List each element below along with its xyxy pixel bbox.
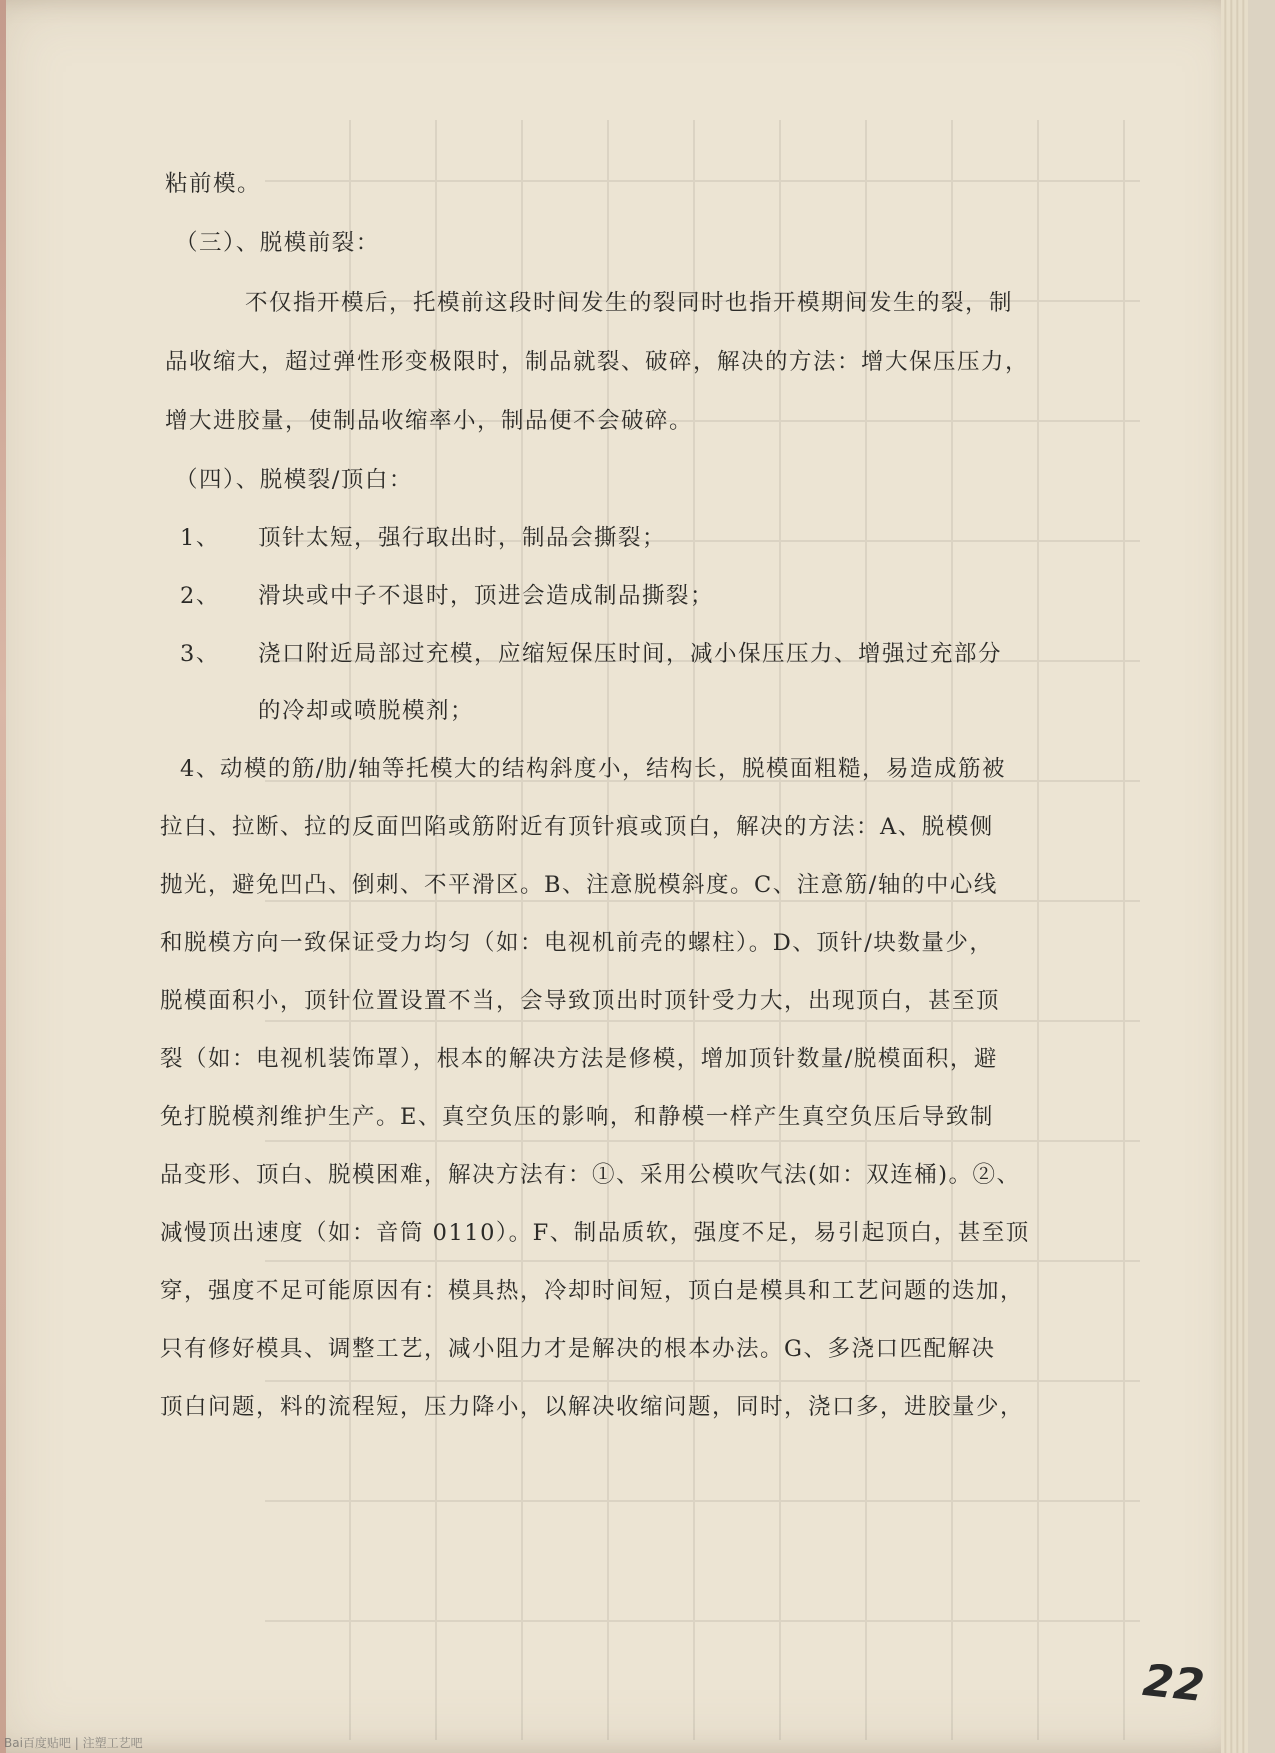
text-line: 裂（如：电视机装饰罩），根本的解决方法是修模，增加顶针数量/脱模面积，避	[160, 1046, 998, 1072]
site-watermark: Bai百度贴吧 | 注塑工艺吧	[4, 1736, 143, 1750]
text-line: 品收缩大，超过弹性形变极限时，制品就裂、破碎，解决的方法：增大保压压力，	[165, 349, 1030, 375]
text-line: 4、动模的筋/肋/轴等托模大的结构斜度小，结构长，脱模面粗糙，易造成筋被	[180, 756, 1006, 782]
text-line: 抛光，避免凹凸、倒刺、不平滑区。B、注意脱模斜度。C、注意筋/轴的中心线	[160, 872, 998, 898]
handwritten-page-number: 22	[1140, 1654, 1207, 1713]
list-number: 2、	[180, 583, 220, 609]
text-line: 减慢顶出速度（如：音筒 0110）。F、制品质软，强度不足，易引起顶白，甚至顶	[160, 1220, 1030, 1246]
page-stack-edge	[1221, 0, 1248, 1753]
list-item	[180, 520, 666, 552]
text-line: 穿，强度不足可能原因有：模具热，冷却时间短，顶白是模具和工艺问题的迭加，	[160, 1278, 1025, 1304]
list-item-text: 滑块或中子不退时，顶进会造成制品撕裂；	[258, 583, 715, 609]
text-line: 粘前模。	[165, 171, 262, 197]
binding-strip	[0, 0, 6, 1753]
text-line: 脱模面积小，顶针位置设置不当，会导致顶出时顶针受力大，出现顶白，甚至顶	[160, 988, 1001, 1014]
text-line: 不仅指开模后，托模前这段时间发生的裂同时也指开模期间发生的裂，制	[245, 290, 1014, 316]
list-number: 1、	[180, 525, 220, 551]
list-item-continuation: 的冷却或喷脱模剂；	[258, 698, 475, 724]
text-line: 品变形、顶白、脱模困难，解决方法有：①、采用公模吹气法(如：双连桶)。②、	[160, 1162, 1021, 1188]
text-line: 拉白、拉断、拉的反面凹陷或筋附近有顶针痕或顶白，解决的方法：A、脱模侧	[160, 814, 994, 840]
section-heading: （三）、脱模前裂：	[175, 230, 380, 256]
list-number: 3、	[180, 641, 220, 667]
text-line: 和脱模方向一致保证受力均匀（如：电视机前壳的螺柱）。D、顶针/块数量少，	[160, 930, 994, 956]
list-item	[180, 636, 1002, 668]
section-heading: （四）、脱模裂/顶白：	[175, 467, 413, 493]
list-item	[180, 578, 714, 610]
text-line: 增大进胶量，使制品收缩率小，制品便不会破碎。	[165, 408, 694, 434]
list-item-text: 浇口附近局部过充模，应缩短保压时间，减小保压压力、增强过充部分	[258, 641, 1003, 667]
text-line: 只有修好模具、调整工艺，减小阻力才是解决的根本办法。G、多浇口匹配解决	[160, 1336, 996, 1362]
text-line: 免打脱模剂维护生产。E、真空负压的影响，和静模一样产生真空负压后导致制	[160, 1104, 994, 1130]
list-item-text: 顶针太短，强行取出时，制品会撕裂；	[258, 525, 667, 551]
text-line: 顶白问题，料的流程短，压力降小，以解决收缩问题，同时，浇口多，进胶量少，	[160, 1394, 1025, 1420]
